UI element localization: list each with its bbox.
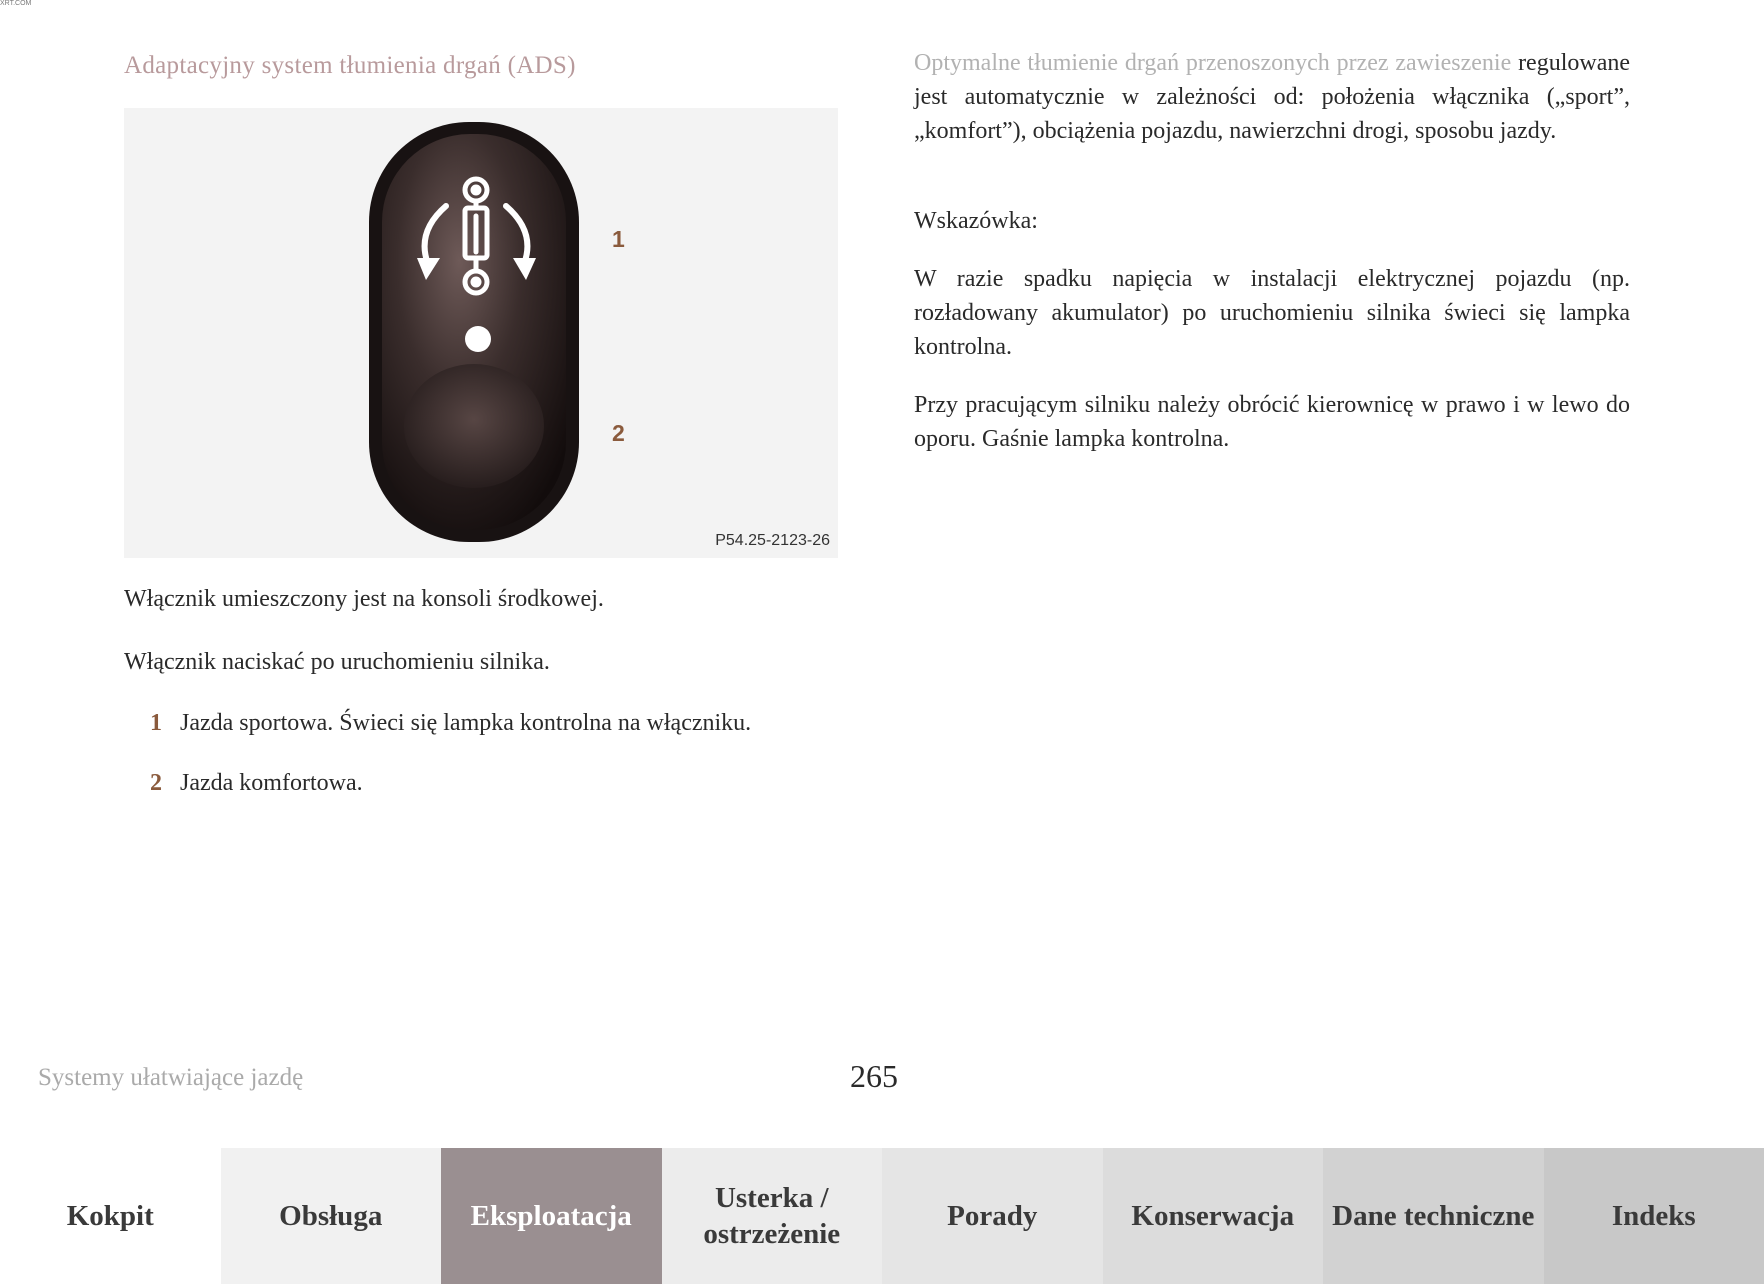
list-item <box>150 766 790 800</box>
note-paragraph-1: W razie spadku napięcia w instalacji elektrycznej pojazdu (np. rozładowany akumulator) po uruchomieniu silnika świeci się lampka kontrolna. <box>914 266 1630 360</box>
nav-tab-dane-techniczne[interactable]: Dane techniczne <box>1323 1148 1544 1284</box>
page-number: 265 <box>850 1058 898 1094</box>
nav-tab-kokpit[interactable]: Kokpit <box>0 1148 221 1284</box>
indicator-lamp <box>465 326 491 352</box>
callout-1: 1 <box>612 226 625 252</box>
nav-tab-eksploatacja[interactable]: Eksploatacja <box>441 1148 662 1284</box>
note-label: Wskazówka: <box>914 208 1038 234</box>
figure-code: P54.25-2123-26 <box>715 532 830 549</box>
ads-switch-figure <box>124 108 838 558</box>
footer-section-name: Systemy ułatwiające jazdę <box>38 1064 304 1091</box>
intro-first-line: Optymalne tłumienie drgań przenoszonych przez zawieszenie <box>914 50 1512 76</box>
switch-usage-text: Włącznik naciskać po uruchomieniu silnika. <box>124 649 550 675</box>
watermark: XRT.COM <box>0 0 32 7</box>
chapter-nav <box>0 1148 1764 1284</box>
ads-switch-illustration <box>124 108 838 558</box>
switch-location-text: Włącznik umieszczony jest na konsoli środkowej. <box>124 586 604 612</box>
nav-tab-usterka[interactable]: Usterka / ostrzeżenie <box>662 1148 883 1284</box>
list-item-number: 1 <box>150 710 162 736</box>
nav-tab-obsluga[interactable]: Obsługa <box>221 1148 442 1284</box>
section-title: Adaptacyjny system tłumienia drgań (ADS) <box>124 52 576 79</box>
note-paragraph-2: Przy pracującym silniku należy obrócić kierownicę w prawo i w lewo do oporu. Gaśnie lampka kontrolna. <box>914 392 1630 452</box>
nav-tab-konserwacja[interactable]: Konserwacja <box>1103 1148 1324 1284</box>
list-item-text: Jazda komfortowa. <box>180 770 363 796</box>
switch-lower-dish <box>404 364 544 488</box>
intro-paragraph <box>914 46 1630 148</box>
list-item-text: Jazda sportowa. Świeci się lampka kontrolna na włączniku. <box>180 710 752 736</box>
list-item-number: 2 <box>150 770 162 796</box>
nav-tab-indeks[interactable]: Indeks <box>1544 1148 1764 1284</box>
callout-2: 2 <box>612 420 625 446</box>
nav-tab-porady[interactable]: Porady <box>882 1148 1103 1284</box>
mode-list <box>150 706 790 826</box>
list-item <box>150 706 790 740</box>
intro-rest: regulowane jest automatycznie w zależności od: położenia włącznika („sport”, „komfort”), obciążenia pojazdu, nawierzchni drogi, sposobu jazdy. <box>914 50 1631 144</box>
